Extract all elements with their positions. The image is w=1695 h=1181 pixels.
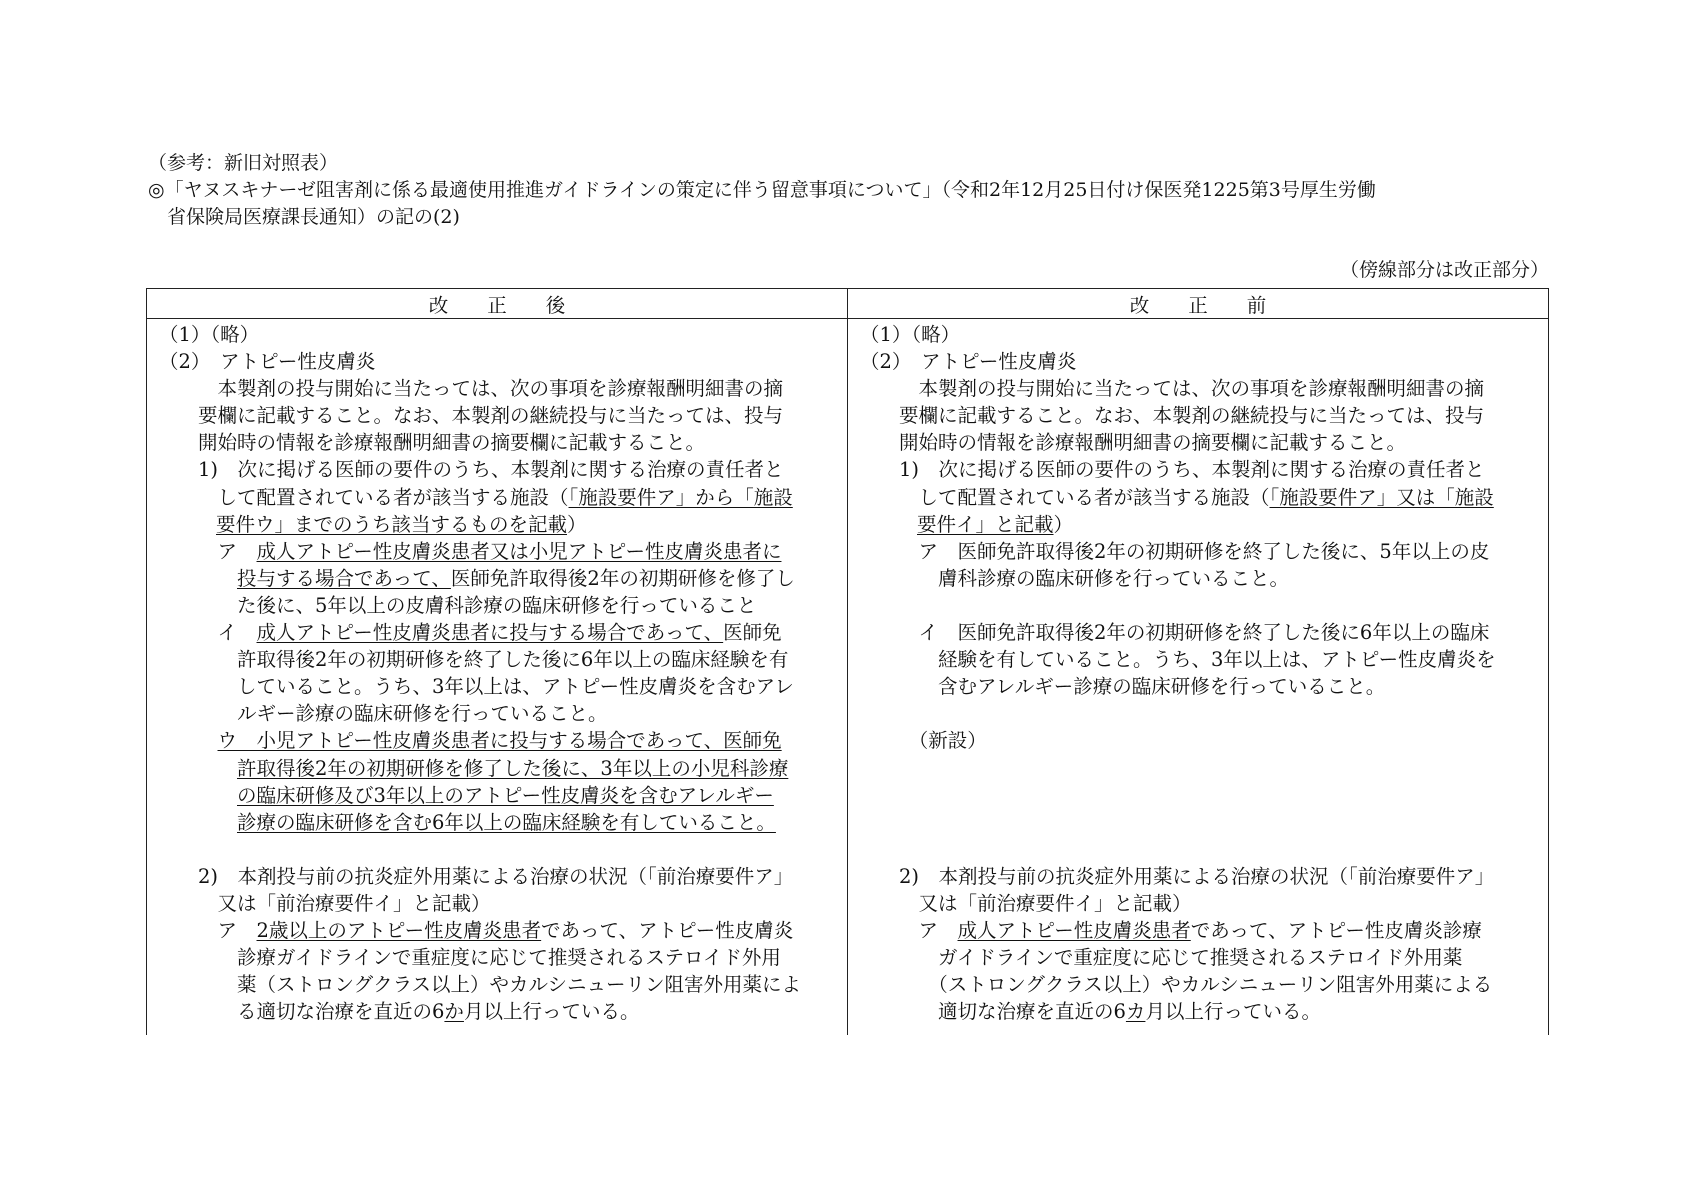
comparison-table — [146, 288, 1549, 1035]
amended-text: 成人アトピー性皮膚炎患者 — [957, 919, 1191, 943]
column-header-revised: 改 正 後 — [147, 289, 848, 319]
text-line: 本製剤の投与開始に当たっては、次の事項を診療報酬明細書の摘 — [159, 377, 784, 401]
document-header — [148, 150, 1548, 231]
text-span: 月以上行っている。 — [463, 1000, 640, 1024]
amended-text: 2歳以上のアトピー性皮膚炎患者 — [256, 919, 542, 943]
text-line — [159, 782, 847, 809]
text-line: 含むアレルギー診療の臨床研修を行っていること。 — [860, 675, 1386, 699]
text-line: 又は「前治療要件イ」と記載） — [860, 891, 1192, 915]
text-line: 本製剤の投与開始に当たっては、次の事項を診療報酬明細書の摘 — [860, 377, 1485, 401]
text-line: 膚科診療の臨床研修を行っていること。 — [860, 566, 1290, 590]
text-span: 月以上行っている。 — [1145, 1000, 1321, 1024]
table-header-row — [147, 289, 1549, 319]
text-span — [159, 729, 218, 752]
text-line — [159, 619, 847, 646]
document-title: （参考：新旧対照表） — [148, 152, 339, 174]
text-line: 許取得後2年の初期研修を終了した後に6年以上の臨床経験を有 — [159, 648, 789, 672]
text-span: ） — [567, 512, 587, 536]
text-line: 又は「前治療要件イ」と記載） — [159, 891, 491, 915]
underline-note: （傍線部分は改正部分） — [1339, 259, 1549, 281]
text-line: 経験を有していること。うち、3年以上は、アトピー性皮膚炎を — [860, 648, 1496, 672]
text-line — [860, 998, 1548, 1025]
table-body-row — [147, 319, 1549, 1036]
text-line — [159, 998, 847, 1025]
text-span: る適切な治療を直近の6 — [159, 1000, 445, 1024]
text-line — [159, 809, 847, 836]
text-line: （1）（略） — [860, 323, 961, 346]
blank-line — [860, 836, 1548, 863]
text-span: ア — [159, 539, 257, 563]
blank-line — [860, 755, 1548, 782]
text-line — [159, 538, 847, 565]
blank-line — [860, 700, 1548, 727]
text-line — [159, 484, 847, 511]
text-span: 適切な治療を直近の6 — [860, 1000, 1126, 1024]
amended-text: 許取得後2年の初期研修を修了した後に、3年以上の小児科診療 — [237, 756, 789, 780]
column-header-previous: 改 正 前 — [848, 289, 1549, 319]
text-span: ） — [1053, 512, 1074, 536]
notice-line-1: ◎「ヤヌスキナーゼ阻害剤に係る最適使用推進ガイドラインの策定に伴う留意事項について」（令和2年12月25日付け保医発1225第3号厚生労働 — [148, 179, 1376, 201]
amended-text: か — [444, 1000, 464, 1024]
blank-line — [860, 809, 1548, 836]
text-line: 要欄に記載すること。なお、本製剤の継続投与に当たっては、投与 — [860, 404, 1485, 428]
text-line: 1) 次に掲げる医師の要件のうち、本製剤に関する治療の責任者と — [860, 458, 1485, 482]
amended-text: 「施設要件ア」から「施設 — [568, 485, 793, 509]
text-line — [159, 917, 847, 944]
text-line: イ 医師免許取得後2年の初期研修を終了した後に6年以上の臨床 — [860, 621, 1490, 645]
blank-line — [860, 592, 1548, 619]
text-line: ルギー診療の臨床研修を行っていること。 — [159, 702, 608, 726]
text-line — [159, 511, 847, 538]
text-line: （1）（略） — [159, 323, 260, 346]
text-line — [159, 565, 847, 592]
amended-text: 投与する場合であって、 — [237, 566, 451, 590]
text-line — [159, 727, 847, 754]
text-span: イ — [159, 621, 257, 645]
text-line: 薬（ストロングクラス以上）やカルシニューリン阻害外用薬によ — [159, 973, 802, 997]
text-line: 1) 次に掲げる医師の要件のうち、本製剤に関する治療の責任者と — [159, 458, 784, 482]
amended-text: ウ 小児アトピー性皮膚炎患者に投与する場合であって、医師免 — [217, 729, 782, 753]
text-line: 診療ガイドラインで重症度に応じて推奨されるステロイド外用 — [159, 946, 781, 970]
amended-text: 要件ウ」までのうち該当するものを記載 — [216, 512, 568, 536]
previous-text-cell — [848, 319, 1549, 1036]
amended-text: の臨床研修及び3年以上のアトピー性皮膚炎を含むアレルギー — [237, 783, 774, 807]
text-span: であって、アトピー性皮膚炎診療 — [1190, 919, 1482, 943]
notice-line-2: 省保険局医療課長通知）の記の(2) — [148, 206, 460, 228]
text-line: 開始時の情報を診療報酬明細書の摘要欄に記載すること。 — [159, 431, 706, 455]
amended-text: 診療の臨床研修を含む6年以上の臨床経験を有していること。 — [237, 810, 776, 834]
text-line: 開始時の情報を診療報酬明細書の摘要欄に記載すること。 — [860, 431, 1407, 455]
text-line — [860, 484, 1548, 511]
text-line: 2) 本剤投与前の抗炎症外用薬による治療の状況（「前治療要件ア」 — [159, 864, 794, 888]
text-line — [860, 511, 1548, 538]
text-span: ア — [159, 919, 257, 943]
text-line — [159, 755, 847, 782]
text-line: 要欄に記載すること。なお、本製剤の継続投与に当たっては、投与 — [159, 404, 784, 428]
text-line: ガイドラインで重症度に応じて推奨されるステロイド外用薬 — [860, 946, 1463, 970]
text-line: （新設） — [860, 729, 987, 753]
text-span: 医師免 — [723, 621, 782, 645]
text-line — [860, 917, 1548, 944]
amended-text: 要件イ」と記載 — [917, 512, 1054, 536]
amended-text: 成人アトピー性皮膚炎患者又は小児アトピー性皮膚炎患者に — [256, 539, 782, 563]
blank-line — [860, 782, 1548, 809]
amended-text: 成人アトピー性皮膚炎患者に投与する場合であって、 — [256, 621, 724, 645]
amended-text: カ — [1125, 1000, 1146, 1024]
text-span: して配置されている者が該当する施設（ — [159, 485, 569, 509]
revised-text-cell — [147, 319, 848, 1036]
blank-line — [159, 836, 847, 863]
text-line: ア 医師免許取得後2年の初期研修を終了した後に、5年以上の皮 — [860, 539, 1490, 563]
text-span: して配置されている者が該当する施設（ — [860, 485, 1270, 509]
text-line: た後に、5年以上の皮膚科診療の臨床研修を行っていること — [159, 593, 757, 617]
amended-text: 「施設要件ア」又は「施設 — [1269, 485, 1494, 509]
text-line: 2) 本剤投与前の抗炎症外用薬による治療の状況（「前治療要件ア」 — [860, 864, 1495, 888]
text-line: （2） アトピー性皮膚炎 — [860, 350, 1077, 374]
text-line: （ストロングクラス以上）やカルシニューリン阻害外用薬による — [860, 973, 1493, 997]
text-span: 医師免許取得後2年の初期研修を修了し — [450, 566, 795, 590]
text-span: ア — [860, 919, 958, 943]
text-line: （2） アトピー性皮膚炎 — [159, 350, 376, 374]
text-span: であって、アトピー性皮膚炎 — [541, 919, 794, 943]
text-line: していること。うち、3年以上は、アトピー性皮膚炎を含むアレ — [159, 675, 794, 699]
